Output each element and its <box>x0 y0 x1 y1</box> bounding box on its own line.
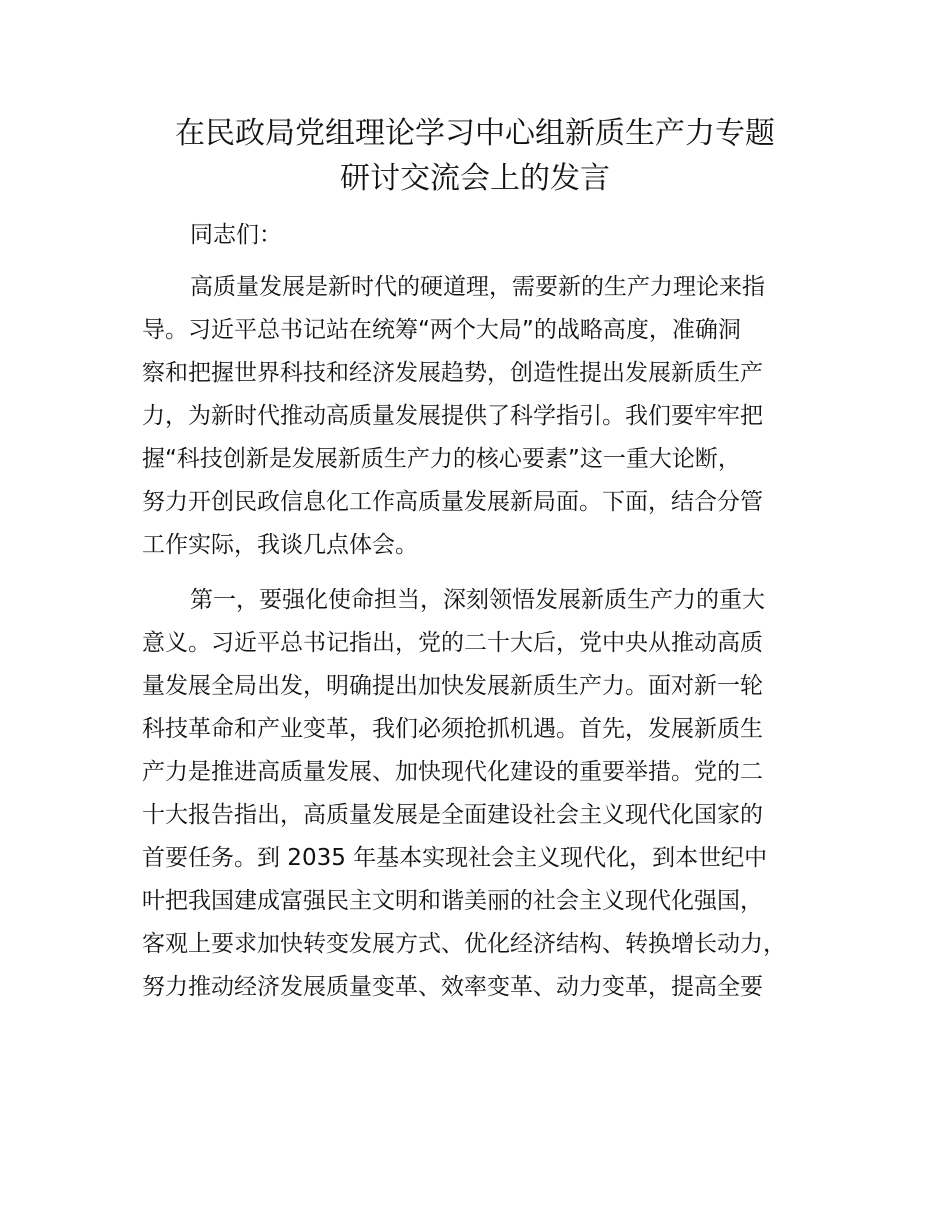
paragraph-2-line: 努力推动经济发展质量变革、效率变革、动力变革，提高全要 <box>142 974 763 1000</box>
paragraph-1-line: 察和把握世界科技和经济发展趋势，创造性提出发展新质生产 <box>142 360 763 386</box>
paragraph-2-line: 客观上要求加快转变发展方式、优化经济结构、转换增长动力， <box>142 931 786 957</box>
paragraph-2-line: 意义。习近平总书记指出，党的二十大后，党中央从推动高质 <box>142 630 763 656</box>
paragraph-2-line: 科技革命和产业变革，我们必须抢抓机遇。首先，发展新质生 <box>142 716 763 742</box>
paragraph-1-line: 高质量发展是新时代的硬道理，需要新的生产力理论来指 <box>190 274 765 300</box>
document-title-line-2: 研讨交流会上的发言 <box>340 161 610 196</box>
paragraph-2-line: 产力是推进高质量发展、加快现代化建设的重要举措。党的二 <box>142 759 763 785</box>
paragraph-1-line: 努力开创民政信息化工作高质量发展新局面。下面，结合分管 <box>142 489 763 515</box>
paragraph-2-line: 量发展全局出发，明确提出加快发展新质生产力。面对新一轮 <box>142 673 763 699</box>
salutation: 同志们： <box>190 222 282 248</box>
paragraph-2-line: 十大报告指出，高质量发展是全面建设社会主义现代化国家的 <box>142 802 763 828</box>
paragraph-1-line: 握“科技创新是发展新质生产力的核心要素”这一重大论断， <box>142 446 741 472</box>
paragraph-2-line: 叶把我国建成富强民主文明和谐美丽的社会主义现代化强国， <box>142 888 763 914</box>
paragraph-2-line: 首要任务。到 2035 年基本实现社会主义现代化，到本世纪中 <box>142 845 768 871</box>
paragraph-2-line: 第一，要强化使命担当，深刻领悟发展新质生产力的重大 <box>190 587 765 613</box>
paragraph-1-line: 导。习近平总书记站在统筹“两个大局”的战略高度，准确洞 <box>142 317 741 343</box>
paragraph-1-line: 工作实际，我谈几点体会。 <box>142 532 418 558</box>
paragraph-1-line: 力，为新时代推动高质量发展提供了科学指引。我们要牢牢把 <box>142 403 763 429</box>
document-title-line-1: 在民政局党组理论学习中心组新质生产力专题 <box>175 116 775 151</box>
